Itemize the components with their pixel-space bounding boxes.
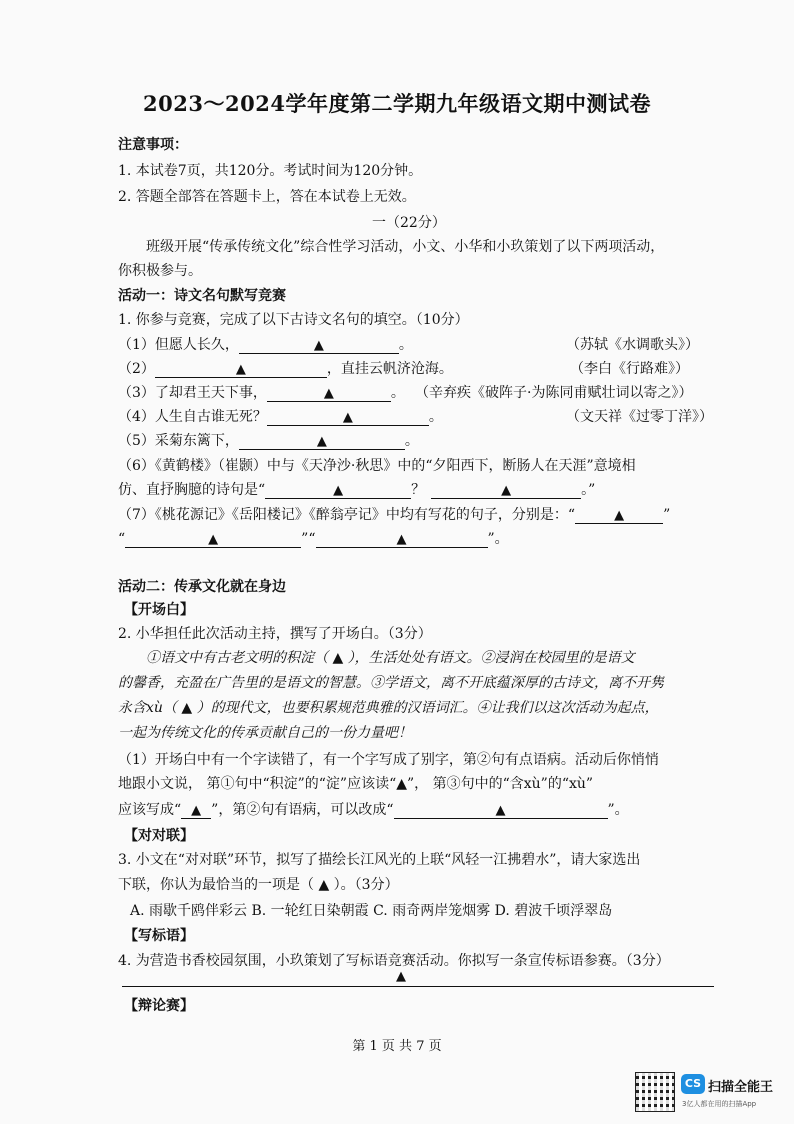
activity2-title: 活动二：传承文化就在身边: [118, 579, 286, 595]
answer-blank[interactable]: ▲: [267, 411, 429, 426]
fill-item-7-text: （7）《桃花源记》《岳阳楼记》《醉翁亭记》中均有写花的句子，分别是：“ ▲ ”: [118, 507, 671, 523]
fill-item-2: （2） ▲ ，直挂云帆济沧海。: [118, 361, 453, 377]
poem-source: （李白《行路难》）: [570, 361, 689, 377]
passage-line: ①语文中有古老文明的积淀（ ▲ ），生活处处有语文。②浸润在校园里的是语文: [146, 650, 635, 666]
qr-code: [636, 1073, 674, 1111]
section-intro: 班级开展“传承传统文化”综合性学习活动，小文、小华和小玖策划了以下两项活动，: [146, 239, 665, 255]
fill-item-4: （4）人生自古谁无死？ ▲ 。: [118, 409, 443, 425]
section-header: 一（22分）: [372, 215, 446, 231]
notes-heading: 注意事项：: [118, 137, 188, 153]
subsection-debate: 【辩论赛】: [124, 998, 194, 1014]
fill-item-1: （1）但愿人长久， ▲ 。: [118, 337, 413, 353]
answer-blank[interactable]: ▲: [125, 533, 301, 548]
scanner-tagline: 3亿人都在用的扫描App: [682, 1100, 757, 1108]
answer-blank[interactable]: ▲: [181, 804, 211, 819]
question-2: 2. 小华担任此次活动主持，撰写了开场白。（3分）: [118, 626, 432, 642]
poem-source: （苏轼《水调歌头》）: [566, 337, 699, 353]
exam-title: 2023～2024学年度第二学期九年级语文期中测试卷: [143, 91, 651, 116]
answer-blank[interactable]: ▲: [394, 804, 608, 819]
question-4: 4. 为营造书香校园氛围，小玖策划了写标语竞赛活动。你拟写一条宣传标语参赛。（3分）: [118, 953, 670, 969]
passage-line: 永含xù（ ▲ ）的现代文，也要积累规范典雅的汉语词汇。④让我们以这次活动为起点，: [118, 700, 659, 716]
poem-source: （文天祥《过零丁洋》）: [566, 409, 713, 425]
question-2-sub: （1）开场白中有一个字读错了，有一个字写成了别字，第②句有点语病。活动后你悄悄: [118, 752, 659, 768]
answer-line[interactable]: [122, 986, 714, 987]
answer-blank[interactable]: ▲: [431, 484, 581, 499]
fill-item-3: （3）了却君王天下事， ▲ 。: [118, 385, 405, 401]
activity1-title: 活动一：诗文名句默写竞赛: [118, 288, 286, 304]
answer-blank[interactable]: ▲: [155, 363, 327, 378]
scanner-brand: 扫描全能王: [708, 1080, 774, 1095]
question-3-options: A. 雨歇千鸥伴彩云 B. 一轮红日染朝霞 C. 雨奇两岸笼烟雾 D. 碧波千顷浮翠岛: [130, 903, 613, 919]
fill-item-6-text: （6）《黄鹤楼》（崔颢）中与《天净沙·秋思》中的“夕阳西下，断肠人在天涯”意境相: [118, 458, 636, 474]
note-item: 1. 本试卷7页，共120分。考试时间为120分钟。: [118, 163, 423, 179]
page-number: 第 1 页 共 7 页: [352, 1039, 442, 1054]
answer-blank[interactable]: ▲: [239, 339, 399, 354]
answer-blank[interactable]: ▲: [267, 387, 391, 402]
passage-line: 的馨香，充盈在广告里的是语文的智慧。③学语文，离不开底蕴深厚的古诗文，离不开隽: [118, 675, 664, 691]
question-1: 1. 你参与竞赛，完成了以下古诗文名句的填空。（10分）: [118, 312, 469, 328]
question-3: 下联，你认为最恰当的一项是（ ▲ ）。（3分）: [118, 877, 399, 893]
poem-source: （辛弃疾《破阵子·为陈同甫赋壮词以寄之》）: [415, 385, 693, 401]
answer-blank[interactable]: ▲: [575, 509, 663, 524]
note-item: 2. 答题全部答在答题卡上，答在本试卷上无效。: [118, 189, 416, 205]
answer-marker: ▲: [396, 969, 406, 984]
section-intro: 你积极参与。: [118, 263, 202, 279]
fill-item-7-answer: “ ▲ ”“ ▲ ”。: [118, 531, 509, 547]
fill-item-5: （5）采菊东篱下， ▲ 。: [118, 433, 419, 449]
passage-line: 一起为传统文化的传承贡献自己的一份力量吧！: [118, 725, 412, 741]
answer-blank[interactable]: ▲: [265, 484, 411, 499]
subsection-opening: 【开场白】: [124, 602, 194, 618]
answer-blank[interactable]: ▲: [316, 533, 488, 548]
fill-item-6-answer: 仿、直抒胸臆的诗句是“ ▲ ？ ▲ 。”: [118, 482, 596, 498]
question-2-sub: 地跟小文说， 第①句中“积淀”的“淀”应该读“▲”， 第③句中的“含xù”的“xù”: [118, 776, 594, 792]
subsection-slogan: 【写标语】: [124, 928, 194, 944]
camscanner-logo-icon: CS: [681, 1074, 705, 1094]
subsection-couplet: 【对对联】: [124, 828, 194, 844]
answer-blank[interactable]: ▲: [239, 435, 405, 450]
question-2-sub-answer: 应该写成“ ▲ ”，第②句有语病，可以改成“ ▲ ”。: [118, 802, 629, 818]
question-3: 3. 小文在“对对联”环节，拟写了描绘长江风光的上联“风轻一江拂碧水”，请大家选出: [118, 852, 641, 868]
